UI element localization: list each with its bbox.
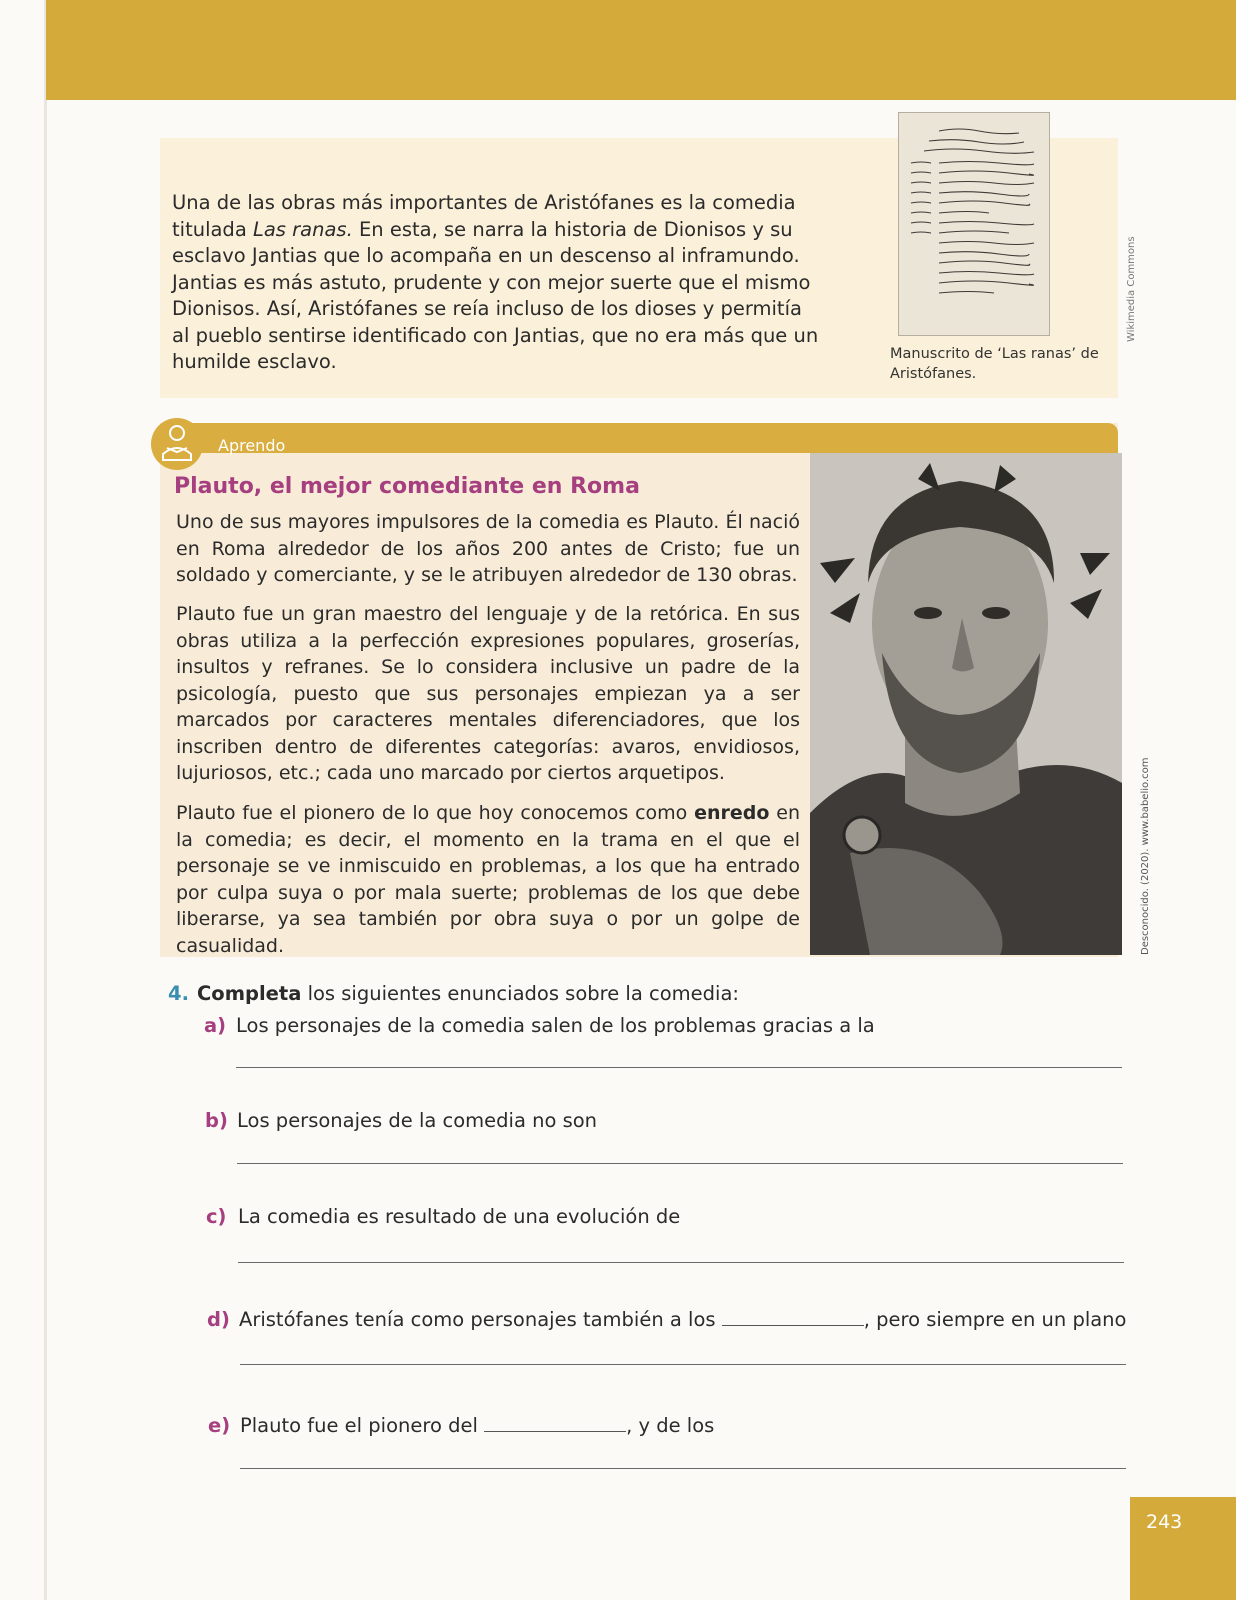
paragraph-2: Plauto fue un gran maestro del lenguaje y de la retórica. En sus obras utiliza a la perfección expresiones populares, groserías, insultos y refranes. Se lo considera inclusive un padre de la psicología, puesto que sus personajes empiezan ya a ser marcados por caracteres mentales diferenciadores, que los inscriben dentro de diferentes categorías: avaros, envidiosos, lujuriosos, etc.; cada uno marcado por ciertos arquetipos. <box>176 603 800 784</box>
exercise-instruction: los siguientes enunciados sobre la comedia: <box>307 982 739 1005</box>
exercise-verb: Completa <box>196 982 302 1005</box>
answer-line-d[interactable] <box>240 1364 1126 1365</box>
answer-line-b[interactable] <box>237 1163 1123 1164</box>
exercise-item-b: b) Los personajes de la comedia no son <box>205 1109 598 1132</box>
manuscript-credit: Wikimedia Commons <box>1126 236 1137 342</box>
answer-line-e[interactable] <box>240 1468 1126 1469</box>
bold-term-enredo: enredo <box>694 802 770 824</box>
page-edge <box>44 0 47 1600</box>
intro-title-italic: Las ranas. <box>252 217 353 241</box>
exercise-item-e: e) Plauto fue el pionero del , y de los <box>208 1414 715 1437</box>
exercise-heading <box>168 982 739 1005</box>
blank-e[interactable] <box>484 1413 626 1432</box>
exercise-item-a: a) Los personajes de la comedia salen de los problemas gracias a la <box>204 1014 875 1037</box>
manuscript-image <box>898 112 1050 336</box>
answer-line-c[interactable] <box>238 1262 1124 1263</box>
exercise-item-d: d) Aristófanes tenía como personajes también a los , pero siempre en un plano <box>207 1308 1127 1331</box>
manuscript-caption: Manuscrito de ‘Las ranas’ de Aristófanes. <box>890 346 1099 382</box>
paragraph-3: Plauto fue el pionero de lo que hoy conocemos como enredo en la comedia; es decir, el momento en la trama en el que el personaje se ve inmiscuido en problemas, a los que ha entrado por culpa suya o por mala suerte; problemas de los que debe liberarse, ya sea también por obra suya o por un golpe de casualidad. <box>176 802 800 957</box>
aprendo-label: Aprendo <box>218 436 286 455</box>
answer-line-a[interactable] <box>236 1067 1122 1068</box>
intro-paragraph: Una de las obras más importantes de Aristófanes es la comedia titulada Las ranas. En esta, se narra la historia de Dionisos y su esclavo Jantias que lo acompaña en un descenso al inframundo. Jantias es más astuto, prudente y con mejor suerte que el mismo Dionisos. Así, Aristófanes se reía incluso de los dioses y permitía al pueblo sentirse identificado con Jantias, que no era más que un humilde esclavo. <box>172 191 819 373</box>
reading-person-icon <box>151 418 203 470</box>
blank-d[interactable] <box>722 1307 864 1326</box>
paragraph-1: Uno de sus mayores impulsores de la comedia es Plauto. Él nació en Roma alrededor de los años 200 antes de Cristo; fue un soldado y comerciante, y se le atribuyen alrededor de 130 obras. <box>176 511 800 586</box>
section-title: Plauto, el mejor comediante en Roma <box>174 474 640 499</box>
plauto-portrait <box>810 453 1122 955</box>
header-band <box>46 0 1236 100</box>
portrait-credit: Desconocido. (2020). www.babelio.com <box>1140 757 1151 955</box>
exercise-item-c: c) La comedia es resultado de una evolución de <box>206 1205 681 1228</box>
page-number-box <box>1130 1497 1236 1600</box>
aprendo-header-bar <box>180 423 1118 453</box>
page-number: 243 <box>1146 1511 1183 1533</box>
exercise-number: 4. <box>168 982 189 1005</box>
